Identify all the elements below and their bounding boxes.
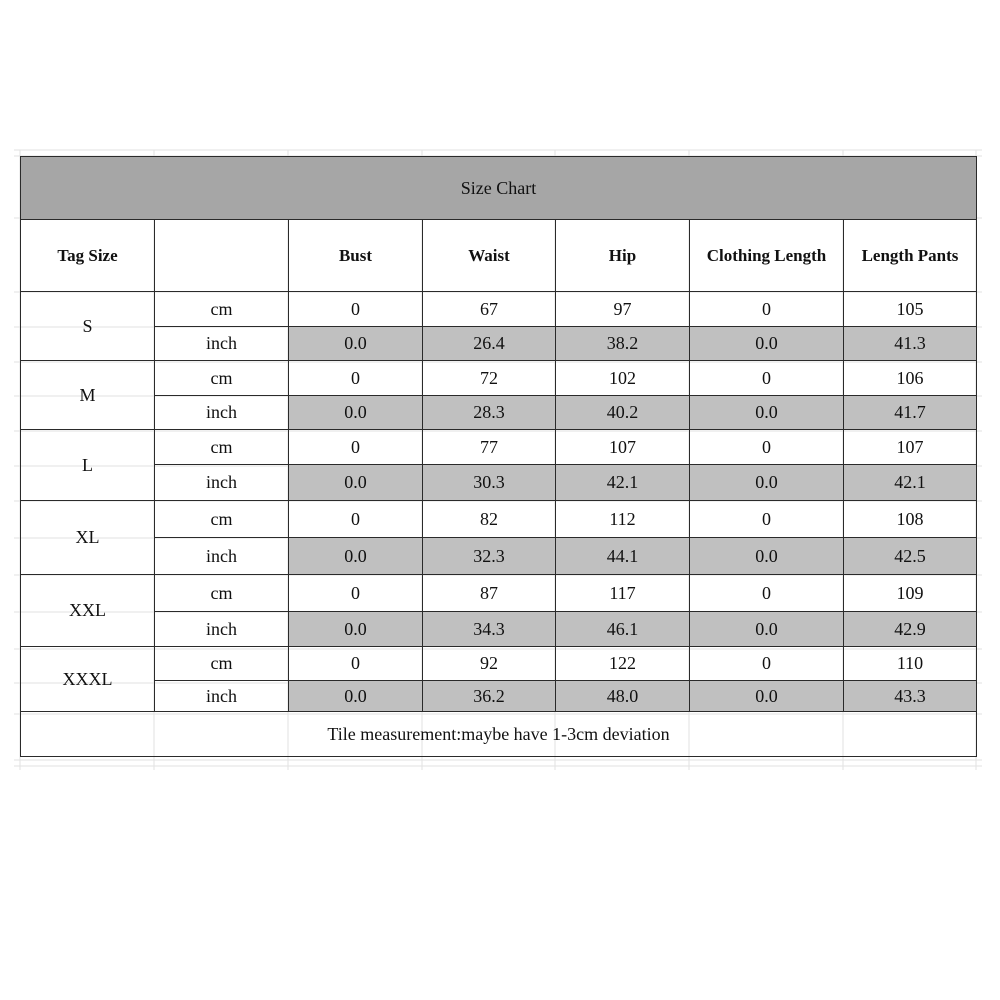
unit-cell: cm xyxy=(155,647,289,681)
table-row xyxy=(21,575,977,612)
value-cell: 77 xyxy=(423,430,556,465)
table-row xyxy=(21,465,977,501)
value-cell: 0.0 xyxy=(289,612,423,647)
table-row xyxy=(21,361,977,396)
value-cell: 38.2 xyxy=(556,327,690,361)
table-row xyxy=(21,647,977,681)
value-cell: 42.1 xyxy=(844,465,977,501)
unit-cell: cm xyxy=(155,430,289,465)
tag-size-cell: M xyxy=(21,361,155,430)
unit-cell: inch xyxy=(155,681,289,712)
value-cell: 0.0 xyxy=(289,681,423,712)
value-cell: 48.0 xyxy=(556,681,690,712)
value-cell: 0 xyxy=(690,430,844,465)
value-cell: 0 xyxy=(289,430,423,465)
value-cell: 106 xyxy=(844,361,977,396)
chart-title: Size Chart xyxy=(21,157,977,220)
value-cell: 43.3 xyxy=(844,681,977,712)
value-cell: 44.1 xyxy=(556,538,690,575)
value-cell: 0.0 xyxy=(690,327,844,361)
value-cell: 122 xyxy=(556,647,690,681)
value-cell: 87 xyxy=(423,575,556,612)
value-cell: 0 xyxy=(289,292,423,327)
value-cell: 92 xyxy=(423,647,556,681)
value-cell: 0 xyxy=(690,647,844,681)
table-row xyxy=(21,681,977,712)
value-cell: 112 xyxy=(556,501,690,538)
value-cell: 107 xyxy=(844,430,977,465)
unit-cell: inch xyxy=(155,465,289,501)
header-tag-size: Tag Size xyxy=(21,220,155,292)
unit-cell: inch xyxy=(155,538,289,575)
value-cell: 42.5 xyxy=(844,538,977,575)
value-cell: 97 xyxy=(556,292,690,327)
table-row xyxy=(21,292,977,327)
value-cell: 46.1 xyxy=(556,612,690,647)
value-cell: 0.0 xyxy=(289,327,423,361)
value-cell: 110 xyxy=(844,647,977,681)
header-unit xyxy=(155,220,289,292)
value-cell: 41.3 xyxy=(844,327,977,361)
value-cell: 0 xyxy=(289,361,423,396)
value-cell: 41.7 xyxy=(844,396,977,430)
tag-size-cell: L xyxy=(21,430,155,501)
table-row xyxy=(21,327,977,361)
value-cell: 109 xyxy=(844,575,977,612)
unit-cell: cm xyxy=(155,575,289,612)
value-cell: 0 xyxy=(690,361,844,396)
tag-size-cell: XL xyxy=(21,501,155,575)
value-cell: 42.1 xyxy=(556,465,690,501)
header-bust: Bust xyxy=(289,220,423,292)
unit-cell: inch xyxy=(155,327,289,361)
value-cell: 0.0 xyxy=(690,612,844,647)
value-cell: 108 xyxy=(844,501,977,538)
value-cell: 0.0 xyxy=(289,538,423,575)
header-hip: Hip xyxy=(556,220,690,292)
title-row xyxy=(21,157,977,220)
value-cell: 0 xyxy=(690,501,844,538)
note-row xyxy=(21,712,977,757)
table-row xyxy=(21,612,977,647)
tag-size-cell: S xyxy=(21,292,155,361)
value-cell: 72 xyxy=(423,361,556,396)
table-row xyxy=(21,396,977,430)
value-cell: 107 xyxy=(556,430,690,465)
value-cell: 117 xyxy=(556,575,690,612)
value-cell: 34.3 xyxy=(423,612,556,647)
value-cell: 0 xyxy=(690,575,844,612)
tag-size-cell: XXXL xyxy=(21,647,155,712)
value-cell: 0.0 xyxy=(289,465,423,501)
value-cell: 102 xyxy=(556,361,690,396)
tag-size-cell: XXL xyxy=(21,575,155,647)
value-cell: 0 xyxy=(289,501,423,538)
unit-cell: inch xyxy=(155,612,289,647)
value-cell: 105 xyxy=(844,292,977,327)
value-cell: 40.2 xyxy=(556,396,690,430)
value-cell: 82 xyxy=(423,501,556,538)
value-cell: 30.3 xyxy=(423,465,556,501)
size-chart-table xyxy=(20,156,977,757)
unit-cell: cm xyxy=(155,501,289,538)
table-row xyxy=(21,501,977,538)
value-cell: 0 xyxy=(690,292,844,327)
value-cell: 0 xyxy=(289,647,423,681)
value-cell: 0 xyxy=(289,575,423,612)
value-cell: 0.0 xyxy=(690,396,844,430)
value-cell: 42.9 xyxy=(844,612,977,647)
header-row xyxy=(21,220,977,292)
value-cell: 32.3 xyxy=(423,538,556,575)
unit-cell: inch xyxy=(155,396,289,430)
header-clothing-length: Clothing Length xyxy=(690,220,844,292)
value-cell: 67 xyxy=(423,292,556,327)
unit-cell: cm xyxy=(155,361,289,396)
unit-cell: cm xyxy=(155,292,289,327)
value-cell: 0.0 xyxy=(289,396,423,430)
header-waist: Waist xyxy=(423,220,556,292)
value-cell: 36.2 xyxy=(423,681,556,712)
header-length-pants: Length Pants xyxy=(844,220,977,292)
value-cell: 0.0 xyxy=(690,465,844,501)
table-row xyxy=(21,538,977,575)
value-cell: 0.0 xyxy=(690,681,844,712)
measurement-note: Tile measurement:maybe have 1-3cm deviation xyxy=(21,712,977,757)
table-row xyxy=(21,430,977,465)
value-cell: 28.3 xyxy=(423,396,556,430)
value-cell: 0.0 xyxy=(690,538,844,575)
value-cell: 26.4 xyxy=(423,327,556,361)
